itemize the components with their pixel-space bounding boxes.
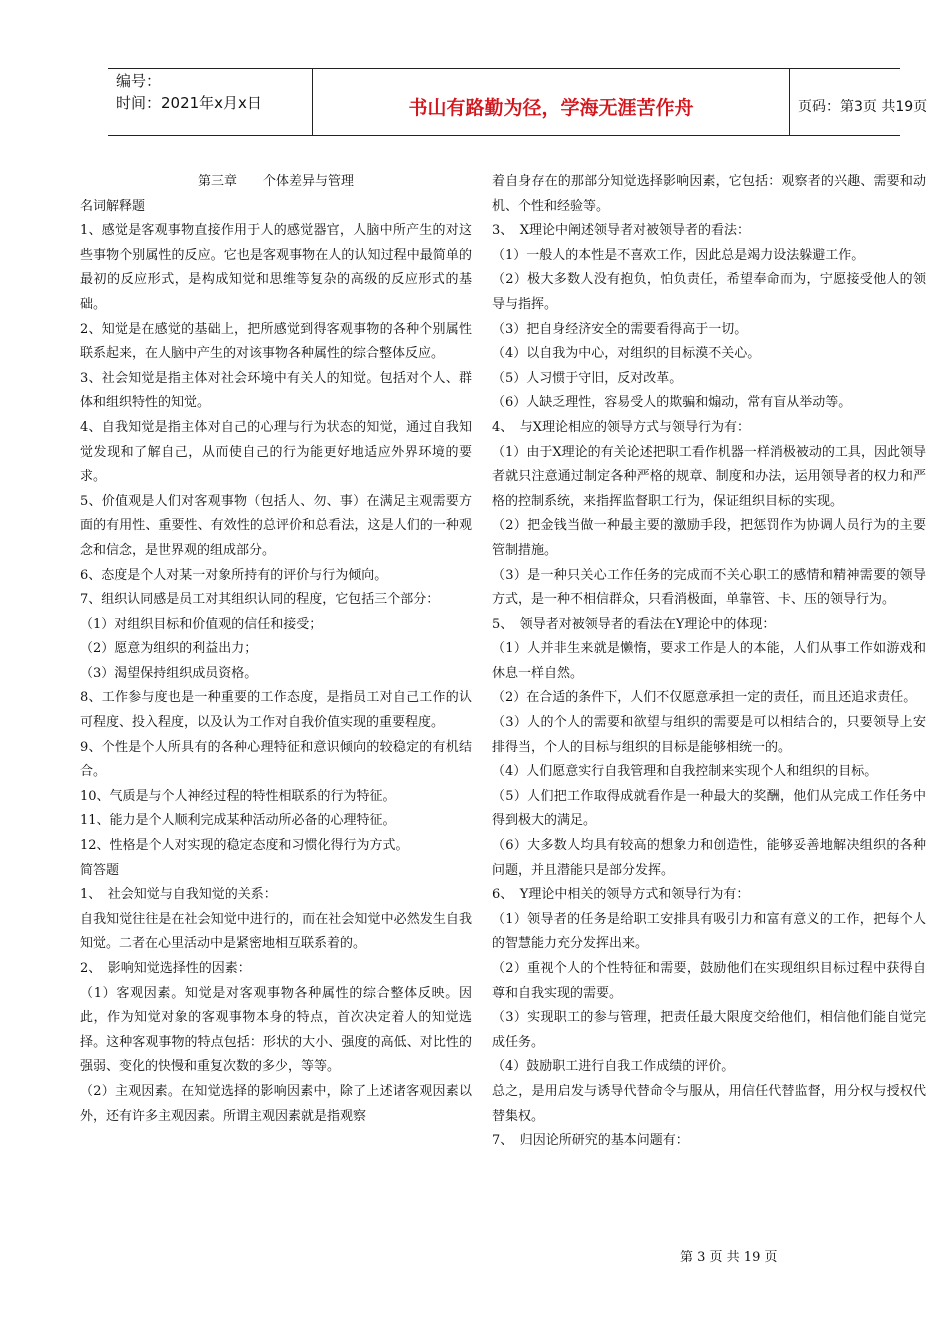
paragraph: 9、个性是个人所具有的各种心理特征和意识倾向的较稳定的有机结合。 (80, 739, 472, 780)
paragraph: 总之，是用启发与诱导代替命令与服从，用信任代替监督，用分权与授权代替集权。 (492, 1083, 926, 1124)
paragraph: 4、自我知觉是指主体对自己的心理与行为状态的知觉，通过自我知觉发现和了解自己，从而使自己的行为能更好地适应外界环境的要求。 (80, 419, 472, 485)
paragraph: 1、感觉是客观事物直接作用于人的感觉器官，人脑中所产生的对这些事物个别属性的反应。它也是客观事物在人的认知过程中最简单的最初的反应形式，是构成知觉和思维等复杂的高级的反应形式的基础。 (80, 223, 472, 312)
paragraph: 3、社会知觉是指主体对社会环境中有关人的知觉。包括对个人、群体和组织特性的知觉。 (80, 370, 472, 411)
list-item: （2）极大多数人没有抱负，怕负责任，希望奉命而为，宁愿接受他人的领导与指挥。 (492, 272, 926, 312)
list-item: （2）重视个人的个性特征和需要，鼓励他们在实现组织目标过程中获得自尊和自我实现的需要。 (492, 961, 926, 1001)
question-heading: 7、 归因论所研究的基本问题有： (492, 1133, 689, 1149)
list-item: （5）人习惯于守旧，反对改革。 (492, 370, 683, 386)
paragraph: 2、知觉是在感觉的基础上，把所感觉到得客观事物的各种个别属性联系起来，在人脑中产生的对该事物各种属性的综合整体反应。 (80, 321, 472, 362)
list-item: （1）对组织目标和价值观的信任和接受； (80, 616, 323, 632)
left-text-column (80, 170, 472, 1129)
page-header (108, 68, 928, 136)
page-footer: 第 3 页 共 19 页 (680, 1250, 778, 1265)
right-text-column (492, 170, 926, 1154)
section-heading: 简答题 (80, 862, 120, 878)
list-item: （2）在合适的条件下，人们不仅愿意承担一定的责任，而且还追求责任。 (492, 690, 917, 706)
list-item: （3）把自身经济安全的需要看得高于一切。 (492, 321, 748, 337)
paragraph: 12、性格是个人对实现的稳定态度和习惯化得行为方式。 (80, 838, 409, 854)
header-meta (108, 69, 312, 135)
question-heading: 1、 社会知觉与自我知觉的关系： (80, 887, 277, 903)
question-heading: 2、 影响知觉选择性的因素： (80, 961, 251, 976)
list-item: （4）人们愿意实行自我管理和自我控制来实现个人和组织的目标。 (492, 764, 878, 780)
list-item: （2）把金钱当做一种最主要的激励手段，把惩罚作为协调人员行为的主要管制措施。 (492, 518, 926, 558)
list-item: （6）大多数人均具有较高的想象力和创造性，能够妥善地解决组织的各种问题，并且潜能只是部分发挥。 (492, 838, 926, 878)
list-item: （1）人并非生来就是懒惰，要求工作是人的本能，人们从事工作如游戏和休息一样自然。 (492, 641, 926, 681)
question-heading: 5、 领导者对被领导者的看法在Y理论中的体现： (492, 616, 776, 632)
list-item: （3）是一种只关心工作任务的完成而不关心职工的感情和精神需要的领导方式，是一种不相信群众，只看消极面，单靠管、卡、压的领导行为。 (492, 567, 926, 608)
list-item: （3）实现职工的参与管理，把责任最大限度交给他们，相信他们能自觉完成任务。 (492, 1010, 926, 1050)
list-item: （3）人的个人的需要和欲望与组织的需要是可以相结合的，只要领导上安排得当，个人的目标与组织的目标是能够相统一的。 (492, 715, 926, 755)
paragraph: 7、组织认同感是员工对其组织认同的程度，它包括三个部分： (80, 592, 440, 608)
list-item: （2）愿意为组织的利益出力； (80, 641, 258, 657)
question-heading: 4、 与X理论相应的领导方式与领导行为有： (492, 419, 751, 435)
paragraph: 8、工作参与度也是一种重要的工作态度，是指员工对自己工作的认可程度、投入程度，以及认为工作对自我价值实现的重要程度。 (80, 690, 472, 731)
paragraph: 5、价值观是人们对客观事物（包括人、勿、事）在满足主观需要方面的有用性、重要性、有效性的总评价和总看法，这是人们的一种观念和信念，是世界观的组成部分。 (80, 493, 472, 558)
list-item: （5）人们把工作取得成就看作是一种最大的奖酬，他们从完成工作任务中得到极大的满足。 (492, 788, 926, 829)
list-item: （1）由于X理论的有关论述把职工看作机器一样消极被动的工具，因此领导者就只注意通过制定各种严格的规章、制度和办法，运用领导者的权力和严格的控制系统，来指挥监督职工行为，保证组织目标的实现。 (492, 444, 926, 509)
list-item: （1）一般人的本性是不喜欢工作，因此总是竭力设法躲避工作。 (492, 247, 865, 263)
question-heading: 6、 Y理论中相关的领导方式和领导行为有： (492, 887, 750, 903)
paragraph: 自我知觉往往是在社会知觉中进行的，而在社会知觉中必然发生自我知觉。二者在心里活动中是紧密地相互联系着的。 (80, 911, 472, 952)
header-page-info: 页码：第3页 共19页 (798, 99, 928, 115)
header-motto: 书山有路勤为径，学海无涯苦作舟 (312, 69, 790, 135)
list-item: （6）人缺乏理性，容易受人的欺骗和煽动，常有盲从举动等。 (492, 395, 852, 411)
list-item: （1）领导者的任务是给职工安排具有吸引力和富有意义的工作，把每个人的智慧能力充分发挥出来。 (492, 911, 926, 952)
paragraph: （1）客观因素。知觉是对客观事物各种属性的综合整体反映。因此，作为知觉对象的客观事物本身的特点，首次决定着人的知觉选择。这种客观事物的特点包括：形状的大小、强度的高低、对比性的强弱、变化的快慢和重复次数的多少，等等。 (80, 985, 472, 1075)
paragraph: 6、态度是个人对某一对象所持有的评价与行为倾向。 (80, 567, 388, 583)
list-item: （4）鼓励职工进行自我工作成绩的评价。 (492, 1059, 735, 1075)
document-number-label: 编号： (116, 72, 162, 90)
list-item: （4）以自我为中心，对组织的目标漠不关心。 (492, 346, 761, 362)
section-heading: 名词解释题 (80, 198, 146, 214)
paragraph: （2）主观因素。在知觉选择的影响因素中，除了上述诸客观因素以外，还有许多主观因素。所谓主观因素就是指观察 (80, 1083, 472, 1124)
list-item: （3）渴望保持组织成员资格。 (80, 665, 258, 681)
paragraph: 10、气质是与个人神经过程的特性相联系的行为特征。 (80, 788, 396, 804)
paragraph: 着自身存在的那部分知觉选择影响因素，它包括：观察者的兴趣、需要和动机、个性和经验等。 (492, 174, 926, 214)
question-heading: 3、 X理论中阐述领导者对被领导者的看法： (492, 223, 751, 239)
chapter-title: 第三章 个体差异与管理 (197, 174, 354, 189)
document-date: 时间：2021年x月x日 (116, 94, 262, 112)
paragraph: 11、能力是个人顺利完成某种活动所必备的心理特征。 (80, 813, 396, 829)
